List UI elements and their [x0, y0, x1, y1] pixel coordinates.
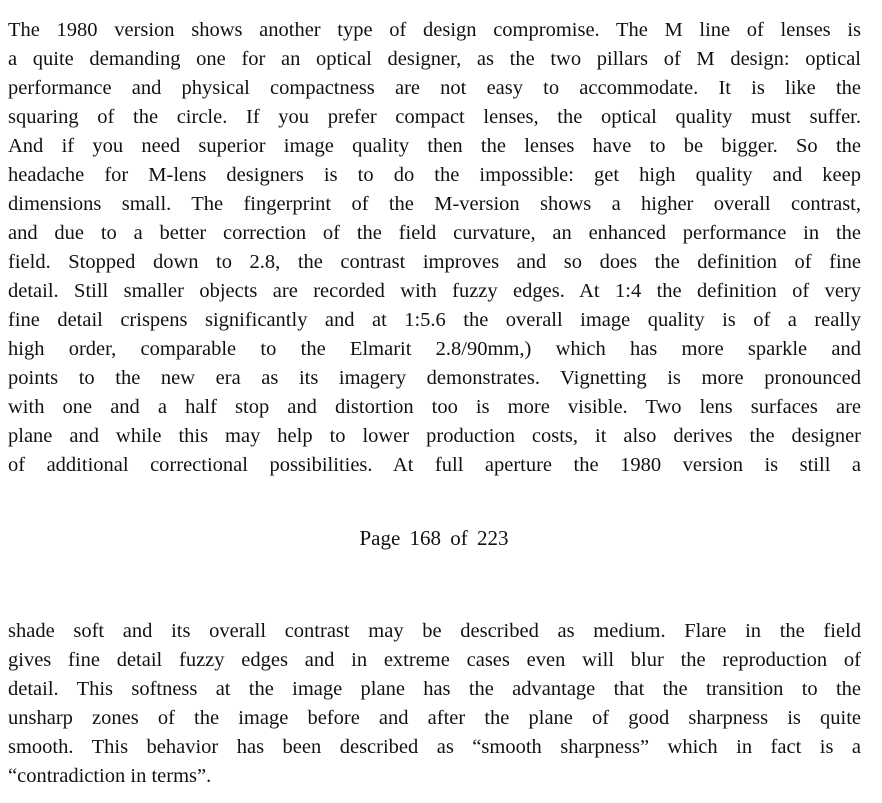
text-line: smooth. This behavior has been described as “smooth sharpness” which in fact is a — [8, 736, 861, 758]
text-line: dimensions small. The fingerprint of the M-version shows a higher overall contrast, — [8, 193, 861, 215]
text-line: fine detail crispens significantly and at 1:5.6 the overall image quality is of a really — [8, 309, 861, 331]
text-line: “contradiction in terms”. — [8, 765, 212, 787]
text-line: detail. This softness at the image plane has the advantage that the transition to the — [8, 678, 861, 700]
text-line: of additional correctional possibilities. At full aperture the 1980 version is still a — [8, 454, 861, 476]
text-line: detail. Still smaller objects are recorded with fuzzy edges. At 1:4 the definition of very — [8, 280, 861, 302]
text-line: points to the new era as its imagery demonstrates. Vignetting is more pronounced — [8, 367, 861, 389]
text-line: high order, comparable to the Elmarit 2.8/90mm,) which has more sparkle and — [8, 338, 861, 360]
text-line: shade soft and its overall contrast may be described as medium. Flare in the field — [8, 620, 861, 642]
text-line: field. Stopped down to 2.8, the contrast improves and so does the definition of fine — [8, 251, 861, 273]
text-line: plane and while this may help to lower production costs, it also derives the designer — [8, 425, 861, 447]
text-line: The 1980 version shows another type of design compromise. The M line of lenses is — [8, 19, 861, 41]
text-line: with one and a half stop and distortion too is more visible. Two lens surfaces are — [8, 396, 861, 418]
text-line: gives fine detail fuzzy edges and in extreme cases even will blur the reproduction of — [8, 649, 861, 671]
text-line: headache for M-lens designers is to do the impossible: get high quality and keep — [8, 164, 861, 186]
text-line: squaring of the circle. If you prefer compact lenses, the optical quality must suffer. — [8, 106, 861, 128]
page-number-footer: Page 168 of 223 — [359, 526, 509, 550]
text-line: and due to a better correction of the field curvature, an enhanced performance in the — [8, 222, 861, 244]
text-line: performance and physical compactness are not easy to accommodate. It is like the — [8, 77, 861, 99]
text-line: And if you need superior image quality then the lenses have to be bigger. So the — [8, 135, 861, 157]
text-line: a quite demanding one for an optical designer, as the two pillars of M design: optical — [8, 48, 861, 70]
text-line: unsharp zones of the image before and after the plane of good sharpness is quite — [8, 707, 861, 729]
